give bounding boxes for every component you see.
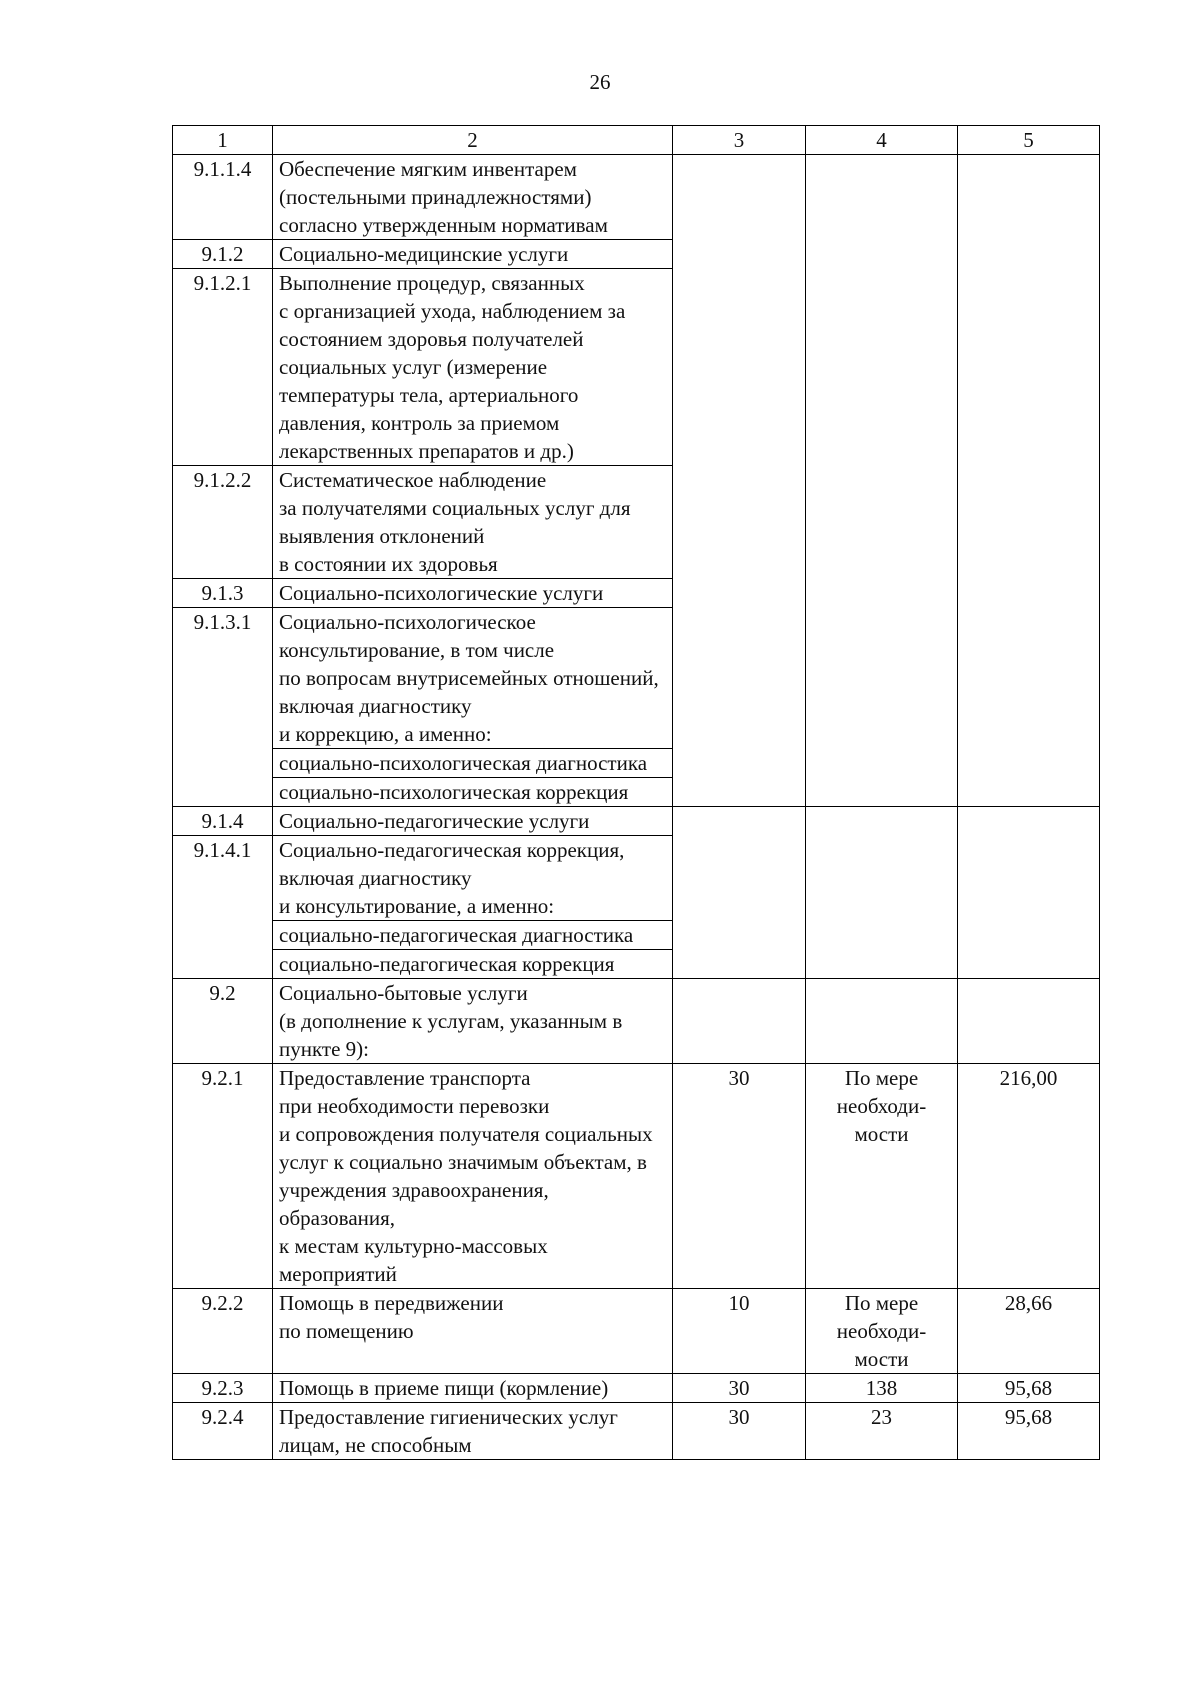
row-value-col3: 30 (673, 1064, 806, 1289)
row-number: 9.1.4 (173, 807, 273, 836)
row-number: 9.1.3 (173, 579, 273, 608)
row-description: Социально-психологические услуги (273, 579, 673, 608)
header-col-4: 4 (806, 126, 958, 155)
row-description: Выполнение процедур, связанных с организацией ухода, наблюдением за состоянием здоровья получателей социальных услуг (измерение температуры тела, артериального давления, контроль за приемом лекарственных препаратов и др.) (273, 269, 673, 466)
row-description: Социально-бытовые услуги (в дополнение к услугам, указанным в пункте 9): (273, 979, 673, 1064)
row-number: 9.2.3 (173, 1374, 273, 1403)
row-value-col3: 30 (673, 1403, 806, 1460)
row-number: 9.1.2.1 (173, 269, 273, 466)
row-value-col5: 95,68 (958, 1403, 1100, 1460)
row-number: 9.1.1.4 (173, 155, 273, 240)
row-description: социально-психологическая диагностика (273, 749, 673, 778)
row-description: Социально-педагогическая коррекция, включая диагностику и консультирование, а именно: (273, 836, 673, 921)
row-description: Помощь в приеме пищи (кормление) (273, 1374, 673, 1403)
row-description: Социально-педагогические услуги (273, 807, 673, 836)
row-value-col4: По мере необходи-мости (806, 1289, 958, 1374)
row-description: социально-педагогическая диагностика (273, 921, 673, 950)
row-description: социально-педагогическая коррекция (273, 950, 673, 979)
row-description: Социально-медицинские услуги (273, 240, 673, 269)
table-row (173, 1374, 1100, 1403)
row-value-col4: По мере необходи-мости (806, 1064, 958, 1289)
table-row (173, 807, 1100, 836)
empty-cell-col3 (673, 155, 806, 807)
header-col-2: 2 (273, 126, 673, 155)
page-number: 26 (589, 70, 611, 94)
row-value-col4: 23 (806, 1403, 958, 1460)
row-number: 9.1.4.1 (173, 836, 273, 979)
empty-cell-col5 (958, 807, 1100, 979)
header-col-5: 5 (958, 126, 1100, 155)
row-description: Социально-психологическое консультирование, в том числе по вопросам внутрисемейных отношений, включая диагностику и коррекцию, а именно: (273, 608, 673, 749)
table-row (173, 1403, 1100, 1460)
row-number: 9.2 (173, 979, 273, 1064)
empty-cell-col4 (806, 979, 958, 1064)
row-number: 9.2.1 (173, 1064, 273, 1289)
row-number: 9.2.4 (173, 1403, 273, 1460)
table-row (173, 1064, 1100, 1289)
table-row (173, 155, 1100, 240)
services-table (172, 125, 1100, 1460)
row-number: 9.2.2 (173, 1289, 273, 1374)
row-number: 9.1.2.2 (173, 466, 273, 579)
empty-cell-col5 (958, 979, 1100, 1064)
table-header-row (173, 126, 1100, 155)
table-row (173, 979, 1100, 1064)
row-description: Помощь в передвижении по помещению (273, 1289, 673, 1374)
row-description: Обеспечение мягким инвентарем (постельными принадлежностями) согласно утвержденным нормативам (273, 155, 673, 240)
header-col-1: 1 (173, 126, 273, 155)
row-description: социально-психологическая коррекция (273, 778, 673, 807)
row-value-col5: 216,00 (958, 1064, 1100, 1289)
empty-cell-col3 (673, 979, 806, 1064)
row-value-col3: 30 (673, 1374, 806, 1403)
row-value-col5: 95,68 (958, 1374, 1100, 1403)
table-row (173, 1289, 1100, 1374)
row-number: 9.1.2 (173, 240, 273, 269)
row-number: 9.1.3.1 (173, 608, 273, 807)
empty-cell-col5 (958, 155, 1100, 807)
row-value-col5: 28,66 (958, 1289, 1100, 1374)
header-col-3: 3 (673, 126, 806, 155)
empty-cell-col3 (673, 807, 806, 979)
empty-cell-col4 (806, 807, 958, 979)
empty-cell-col4 (806, 155, 958, 807)
row-description: Предоставление транспорта при необходимости перевозки и сопровождения получателя социальных услуг к социально значимым объектам, в учреждения здравоохранения, образования, к местам культурно-массовых мероприятий (273, 1064, 673, 1289)
row-value-col4: 138 (806, 1374, 958, 1403)
row-value-col3: 10 (673, 1289, 806, 1374)
row-description: Предоставление гигиенических услуг лицам, не способным (273, 1403, 673, 1460)
row-description: Систематическое наблюдение за получателями социальных услуг для выявления отклонений в состоянии их здоровья (273, 466, 673, 579)
